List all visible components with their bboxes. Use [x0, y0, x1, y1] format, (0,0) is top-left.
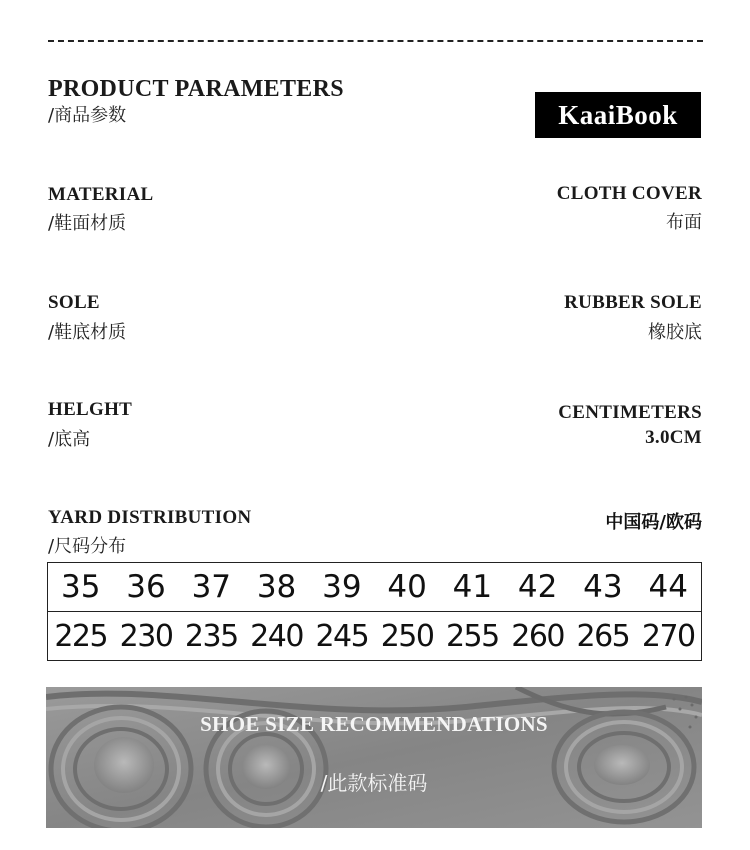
- section-title: PRODUCT PARAMETERS: [48, 76, 344, 102]
- height-value-cm: 3.0CM: [645, 427, 702, 448]
- table-cell: 44: [636, 563, 702, 612]
- table-cell: 36: [113, 563, 178, 612]
- sole-value-cn: 橡胶底: [648, 322, 702, 343]
- table-cell: 260: [511, 618, 564, 654]
- brand-logo: KaaiBook: [535, 92, 701, 138]
- table-cell: 39: [309, 563, 374, 612]
- yard-value-cn: 中国码/欧码: [605, 512, 702, 533]
- table-cell: 245: [315, 618, 369, 654]
- table-cell: 43: [570, 563, 635, 612]
- table-cell: 250: [380, 618, 434, 654]
- dashed-divider: [48, 40, 703, 42]
- material-label-cn: /鞋面材质: [48, 213, 127, 234]
- yard-label: YARD DISTRIBUTION: [48, 507, 252, 528]
- height-value: CENTIMETERS: [558, 402, 702, 423]
- sole-label-cn: /鞋底材质: [48, 322, 127, 343]
- cn-size-row: [48, 612, 702, 661]
- table-cell: 230: [119, 618, 173, 654]
- banner-subtitle: /此款标准码: [320, 771, 428, 795]
- banner-title: SHOE SIZE RECOMMENDATIONS: [200, 712, 548, 736]
- table-cell: 255: [445, 618, 499, 654]
- table-cell: 225: [54, 618, 108, 654]
- section-title-cn: /商品参数: [48, 105, 127, 126]
- sole-value: RUBBER SOLE: [564, 292, 702, 313]
- table-cell: 270: [641, 618, 695, 654]
- table-cell: 240: [250, 618, 303, 654]
- table-cell: 42: [505, 563, 570, 612]
- material-value: CLOTH COVER: [556, 183, 702, 204]
- sole-label: SOLE: [48, 292, 100, 313]
- table-cell: 40: [374, 563, 439, 612]
- table-cell: 38: [244, 563, 309, 612]
- height-label-cn: /底高: [48, 429, 91, 450]
- table-cell: 41: [440, 563, 505, 612]
- table-cell: 35: [48, 563, 114, 612]
- table-cell: 37: [179, 563, 244, 612]
- eu-size-row: [48, 563, 702, 612]
- table-cell: 235: [184, 618, 238, 654]
- table-cell: 265: [576, 618, 630, 654]
- sole-texture-banner: [46, 687, 702, 828]
- material-value-cn: 布面: [666, 212, 702, 233]
- height-label: HELGHT: [48, 399, 133, 420]
- yard-label-cn: /尺码分布: [48, 536, 127, 557]
- material-label: MATERIAL: [48, 184, 154, 205]
- size-table: [47, 562, 702, 661]
- shoe-sole-pattern-image: [46, 687, 702, 828]
